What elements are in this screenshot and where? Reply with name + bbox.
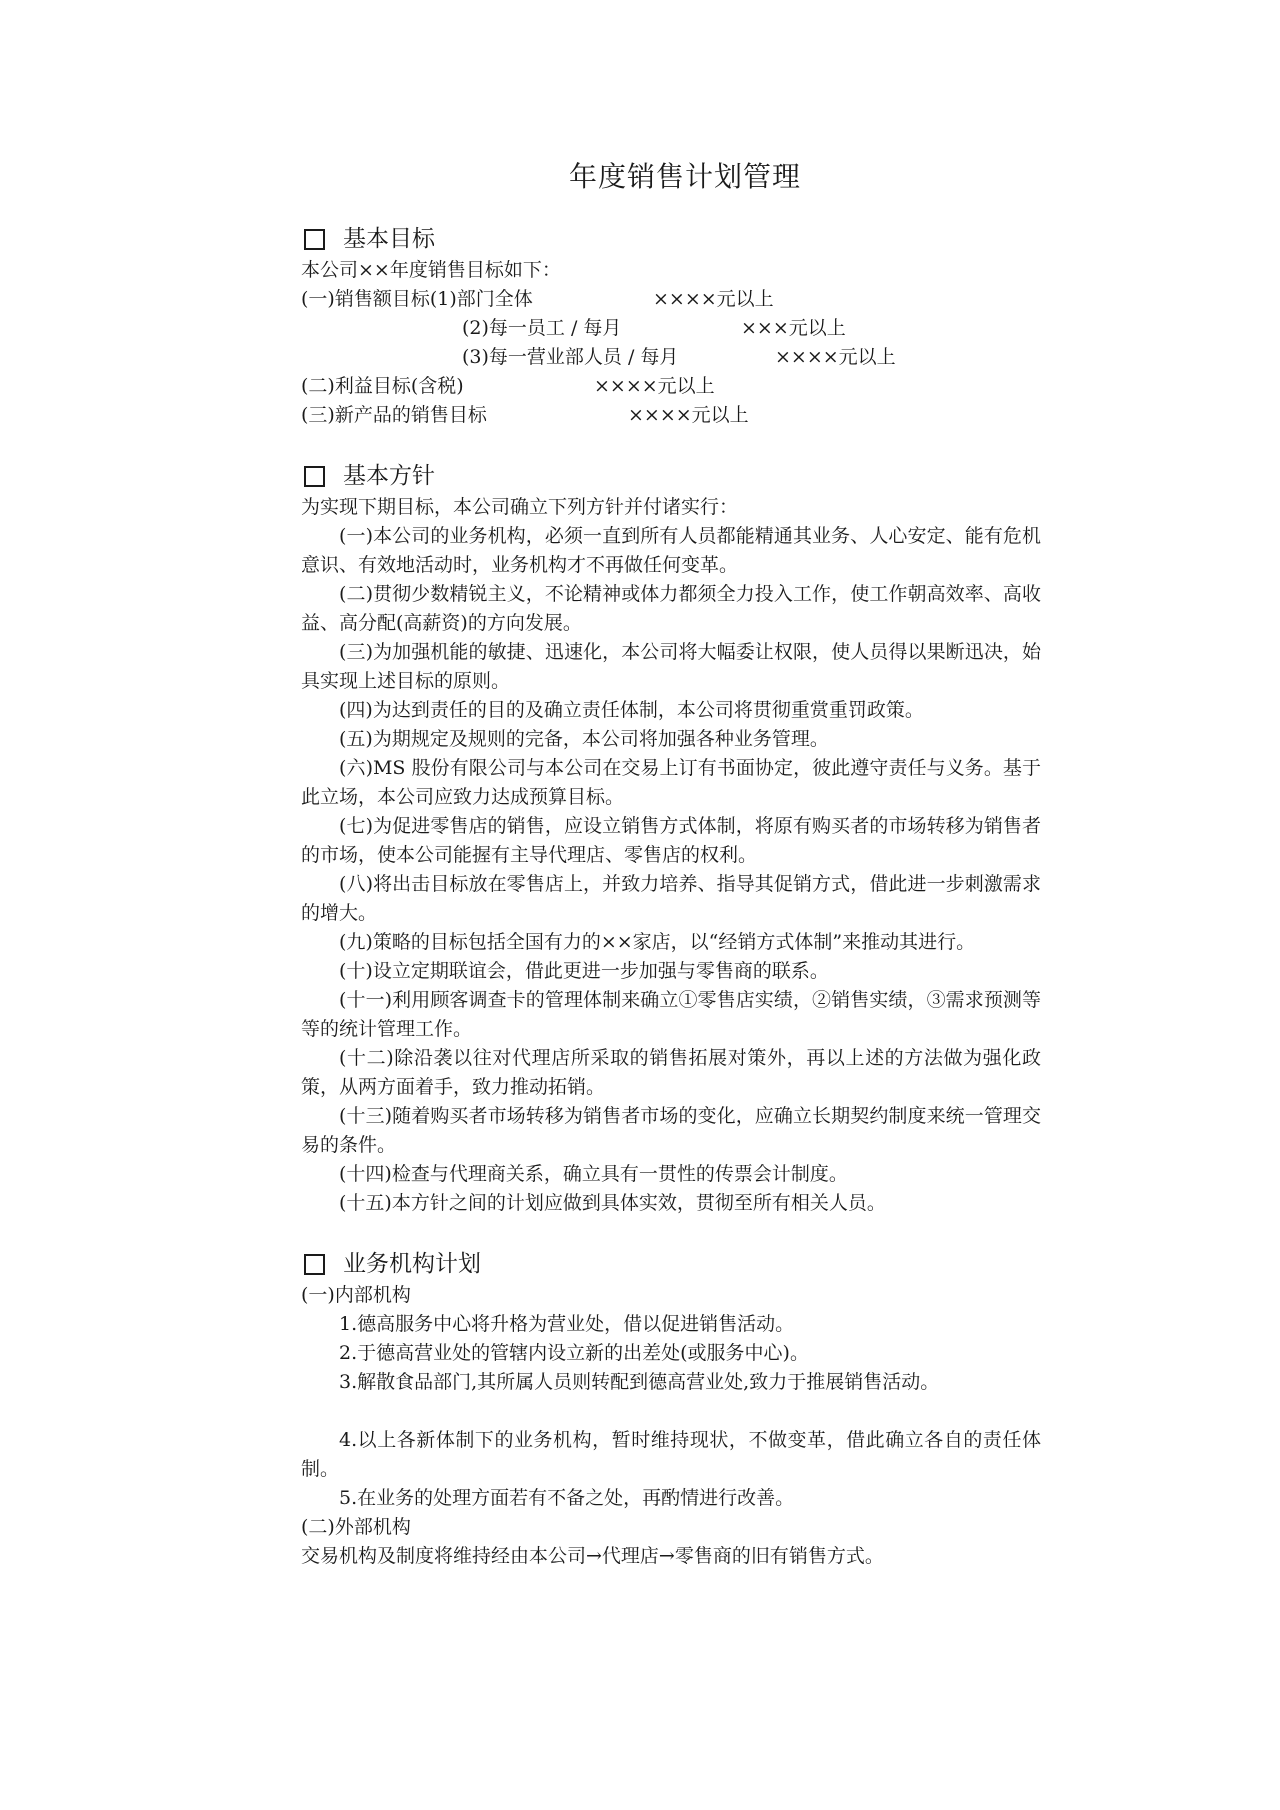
- section-heading-policy-text: 基本方针: [343, 463, 435, 489]
- goal-value: ×××元以上: [741, 317, 846, 339]
- policy-item: (八)将出击目标放在零售店上，并致力培养、指导其促销方式，借此进一步刺激需求的增大。: [301, 873, 1041, 924]
- goal-label: (三)新产品的销售目标: [301, 404, 487, 426]
- policy-item: (六)MS 股份有限公司与本公司在交易上订有书面协定，彼此遵守责任与义务。基于此立场，本公司应致力达成预算目标。: [301, 757, 1041, 808]
- goal-row: [301, 314, 1041, 343]
- goal-row: [301, 372, 1041, 401]
- goals-intro: 本公司××年度销售目标如下：: [301, 259, 561, 281]
- policy-item: (十二)除沿袭以往对代理店所采取的销售拓展对策外，再以上述的方法做为强化政策，从两方面着手，致力推动拓销。: [301, 1047, 1041, 1098]
- document-body: [301, 222, 1041, 1571]
- goal-label: (3)每一营业部人员 / 每月: [462, 346, 679, 368]
- section-heading-goals: [301, 222, 1041, 256]
- policy-item: (二)贯彻少数精锐主义，不论精神或体力都须全力投入工作，使工作朝高效率、高收益、高分配(高薪资)的方向发展。: [301, 583, 1041, 634]
- checkbox-square-icon: [304, 1254, 325, 1275]
- policy-item: (七)为促进零售店的销售，应设立销售方式体制，将原有购买者的市场转移为销售者的市场，使本公司能握有主导代理店、零售店的权利。: [301, 815, 1041, 866]
- section-heading-org-text: 业务机构计划: [343, 1251, 481, 1277]
- goal-value: ××××元以上: [628, 404, 749, 426]
- section-heading-policy: [301, 459, 1041, 493]
- policy-item: (十四)检查与代理商关系，确立具有一贯性的传票会计制度。: [339, 1163, 848, 1185]
- goal-value: ××××元以上: [775, 346, 896, 368]
- policy-item: (九)策略的目标包括全国有力的××家店，以“经销方式体制”来推动其进行。: [339, 931, 976, 953]
- policy-item: (十一)利用顾客调查卡的管理体制来确立①零售店实绩，②销售实绩，③需求预测等等的统计管理工作。: [301, 989, 1041, 1040]
- goal-row: [301, 401, 1041, 430]
- internal-item: 2.于德高营业处的管辖内设立新的出差处(或服务中心)。: [339, 1342, 809, 1364]
- policy-item: (十三)随着购买者市场转移为销售者市场的变化，应确立长期契约制度来统一管理交易的条件。: [301, 1105, 1041, 1156]
- internal-label: (一)内部机构: [301, 1284, 411, 1306]
- goal-value: ××××元以上: [653, 288, 774, 310]
- internal-item: 5.在业务的处理方面若有不备之处，再酌情进行改善。: [339, 1487, 795, 1509]
- goal-value: ××××元以上: [594, 375, 715, 397]
- checkbox-square-icon: [304, 466, 325, 487]
- section-heading-goals-text: 基本目标: [343, 226, 435, 252]
- page-title: 年度销售计划管理: [568, 160, 801, 193]
- section-heading-org: [301, 1247, 1041, 1281]
- policy-intro: 为实现下期目标，本公司确立下列方针并付诸实行：: [301, 496, 739, 518]
- goal-row: [301, 343, 1041, 372]
- checkbox-square-icon: [304, 229, 325, 250]
- goal-label: (一)销售额目标(1)部门全体: [301, 288, 533, 310]
- internal-item: 4.以上各新体制下的业务机构，暂时维持现状，不做变革，借此确立各自的责任体制。: [301, 1429, 1041, 1480]
- external-label: (二)外部机构: [301, 1516, 411, 1538]
- internal-item: 3.解散食品部门,其所属人员则转配到德高营业处,致力于推展销售活动。: [339, 1371, 940, 1393]
- internal-item: 1.德高服务中心将升格为营业处，借以促进销售活动。: [339, 1313, 795, 1335]
- policy-item: (三)为加强机能的敏捷、迅速化，本公司将大幅委让权限，使人员得以果断迅决，始具实现上述目标的原则。: [301, 641, 1041, 692]
- goal-row: [301, 285, 1041, 314]
- external-text: 交易机构及制度将维持经由本公司→代理店→零售商的旧有销售方式。: [301, 1545, 884, 1567]
- policy-item: (四)为达到责任的目的及确立责任体制，本公司将贯彻重赏重罚政策。: [339, 699, 924, 721]
- policy-item: (十)设立定期联谊会，借此更进一步加强与零售商的联系。: [339, 960, 829, 982]
- policy-item: (一)本公司的业务机构，必须一直到所有人员都能精通其业务、人心安定、能有危机意识、有效地活动时，业务机构才不再做任何变革。: [301, 525, 1041, 576]
- goal-label: (2)每一员工 / 每月: [462, 317, 622, 339]
- policy-item: (五)为期规定及规则的完备，本公司将加强各种业务管理。: [339, 728, 829, 750]
- goal-label: (二)利益目标(含税): [301, 375, 464, 397]
- policy-item: (十五)本方针之间的计划应做到具体实效，贯彻至所有相关人员。: [339, 1192, 886, 1214]
